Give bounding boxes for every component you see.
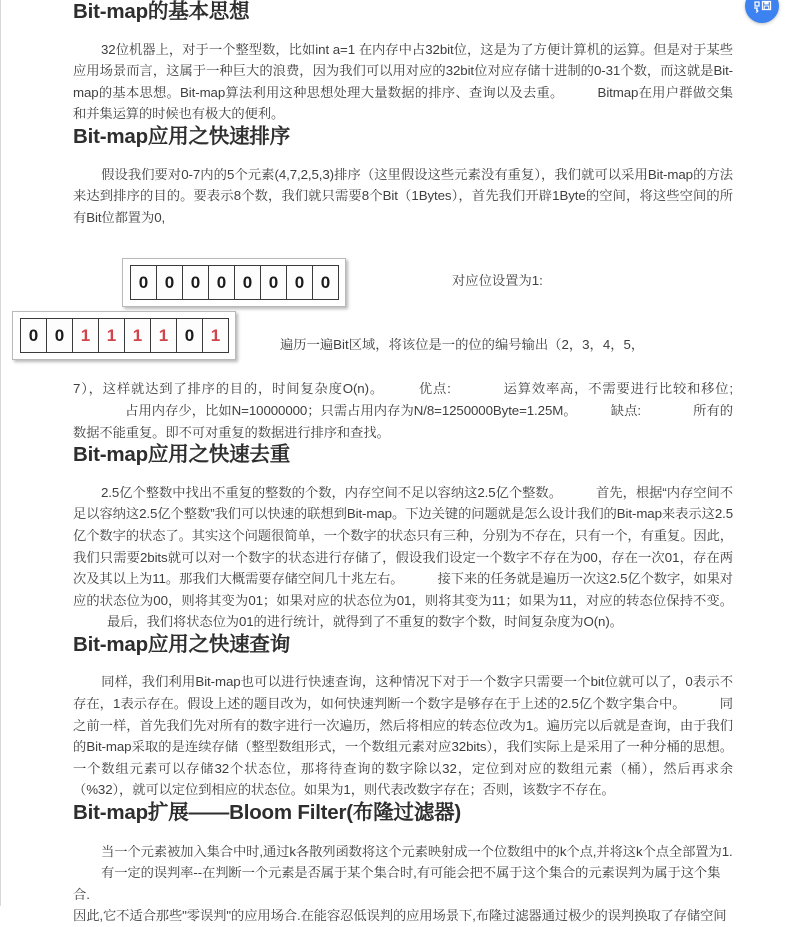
bit-cell: 0: [208, 265, 235, 300]
paragraph-basics-text-1: 32位机器上，对于一个整型数，比如int a=1 在内存中占32bit位，这是为了方便计算机的运算。但是对于某些应用场景而言，这属于一种巨大的浪费，因为我们可以用对应的32bit位对应存储十进制的0-31个数，而这就是Bit-map的基本思想。Bit-map算法利用这种思想处理大量数据的排序、查询以及去重。: [73, 41, 733, 100]
bit-cell: 0: [286, 265, 313, 300]
bit-cell: 1: [98, 318, 125, 353]
bit-cell: 0: [260, 265, 287, 300]
sort-continuation-text: 7），这样就达到了排序的目的，时间复杂度O(n)。: [73, 381, 384, 397]
dedup-text-2: 首先，根据“内存空间不足以容纳这2.5亿个整数”我们可以快速的联想到Bit-map。下边关键的问题就是怎么设计我们的Bit-map来表示这2.5亿个数字的状态了。其实这个问题很简单，一个数字的状态只有三种，分别为不存在，只有一个，有重复。因此，我们只需要2bits就可以对一个数字的状态进行存储了，假设我们设定一个数字不存在为00，存在一次01，存在两次及其以上为11。那我们大概需要存储空间几十兆左右。: [73, 484, 734, 587]
paragraph-sort-intro: 假设我们要对0-7内的5个元素(4,7,2,5,3)排序（这里假设这些元素没有重复），我们就可以采用Bit-map的方法来达到排序的目的。要表示8个数，我们就只需要8个Bit（1Bytes），首先我们开辟1Byte的空间，将这些空间的所有Bit位都置为0,: [73, 166, 733, 225]
save-badge-button[interactable]: [745, 0, 779, 23]
figure-empty-bitmap: [122, 258, 346, 307]
pros-item-2: 占用内存少，比如N=10000000；只需占用内存为N/8=1250000Byte=1.25M。: [125, 402, 577, 418]
query-text-1: 同样，我们利用Bit-map也可以进行快速查询，这种情况下对于一个数字只需要一个bit位就可以了，0表示不存在，1表示存在。假设上述的题目改为，如何快速判断一个数字是够存在于上述的2.5亿个数字集合中。: [73, 674, 733, 712]
dedup-text-3: 接下来的任务就是遍历一次这2.5亿个数字，如果对应的状态位为00，则将其变为01；如果对应的状态位为01，则将其变为11；如果为11，对应的转态位保持不变。: [73, 571, 733, 608]
bit-cell: 0: [176, 318, 203, 353]
paragraph-bloom-1: 当一个元素被加入集合中时,通过k各散列函数将这个元素映射成一个位数组中的k个点,并将这k个点全部置为1.: [101, 843, 733, 859]
paragraph-basics-text-2: Bitmap在用户群做交集和并集运算的时候也有极大的便利。: [73, 84, 733, 122]
cons-item-1: 所有的数据不能重复。即不可对重复的数据进行排序和查找。: [73, 402, 733, 440]
paragraph-bloom-3: 因此,它不适合那些"零误判"的应用场合.在能容忍低误判的应用场景下,布隆过滤器通过极少的误判换取了存储空间: [73, 908, 727, 924]
bit-cell: 1: [202, 318, 229, 353]
dedup-text-4: 最后，我们将状态位为01的进行统计，就得到了不重复的数字个数，时间复杂度为O(n)。: [107, 614, 623, 630]
bit-cell: 0: [312, 265, 339, 300]
bit-cell: 0: [156, 265, 183, 300]
query-text-2: 同之前一样，首先我们先对所有的数字进行一次遍历，然后将相应的转态位改为1。遍历完以后就是查询，由于我们的Bit-map采取的是连续存储（整型数组形式，一个数组元素对应32bits），我们实际上是采用了一种分桶的思想。一个数组元素可以存储32个状态位，那将待查询的数字除以32，定位到对应的数组元素（桶），然后再求余（%32），就可以定位到相应的状态位。如果为1，则代表改数字存在；否则，该数字不存在。: [73, 696, 733, 798]
figure-filled-bitmap: [12, 311, 236, 360]
paragraph-basics: [73, 39, 733, 125]
bit-cell: 0: [46, 318, 73, 353]
document-body: [73, 0, 733, 927]
dedup-text-1: 2.5亿个整数中找出不重复的整数的个数，内存空间不足以容纳这2.5亿个整数。: [101, 484, 562, 500]
bit-cell: 0: [130, 265, 157, 300]
heading-bloom-filter: Bit-map扩展——Bloom Filter(布隆过滤器): [73, 801, 462, 825]
bit-row: [20, 318, 228, 353]
save-floppy-icon: [753, 0, 772, 14]
figure-caption-set-to-one: 对应位设置为1:: [452, 273, 543, 288]
bit-row: [130, 265, 338, 300]
paragraph-dedup: [73, 482, 733, 633]
figure-caption-scan: 遍历一遍Bit区域，将该位是一的位的编号输出（2，3，4，5，: [280, 337, 645, 352]
paragraph-sort-conclusion: [73, 378, 733, 443]
bit-cell: 0: [182, 265, 209, 300]
cons-label: 缺点:: [610, 402, 642, 418]
bit-cell: 1: [124, 318, 151, 353]
heading-bitmap-basics: Bit-map的基本思想: [73, 0, 250, 23]
heading-bitmap-query: Bit-map应用之快速查询: [73, 632, 291, 656]
heading-bitmap-sort: Bit-map应用之快速排序: [73, 124, 291, 148]
bit-cell: 0: [234, 265, 261, 300]
paragraph-query: [73, 671, 733, 801]
bit-cell: 0: [20, 318, 47, 353]
heading-bitmap-dedup: Bit-map应用之快速去重: [73, 443, 291, 467]
bit-cell: 1: [150, 318, 177, 353]
pros-item-1: 运算效率高，不需要进行比较和移位;: [502, 381, 734, 397]
pros-label: 优点:: [417, 381, 451, 397]
bit-cell: 1: [72, 318, 99, 353]
paragraph-bloom-2: 有一定的误判率--在判断一个元素是否属于某个集合时,有可能会把不属于这个集合的元素误判为属于这个集合.: [73, 865, 721, 902]
